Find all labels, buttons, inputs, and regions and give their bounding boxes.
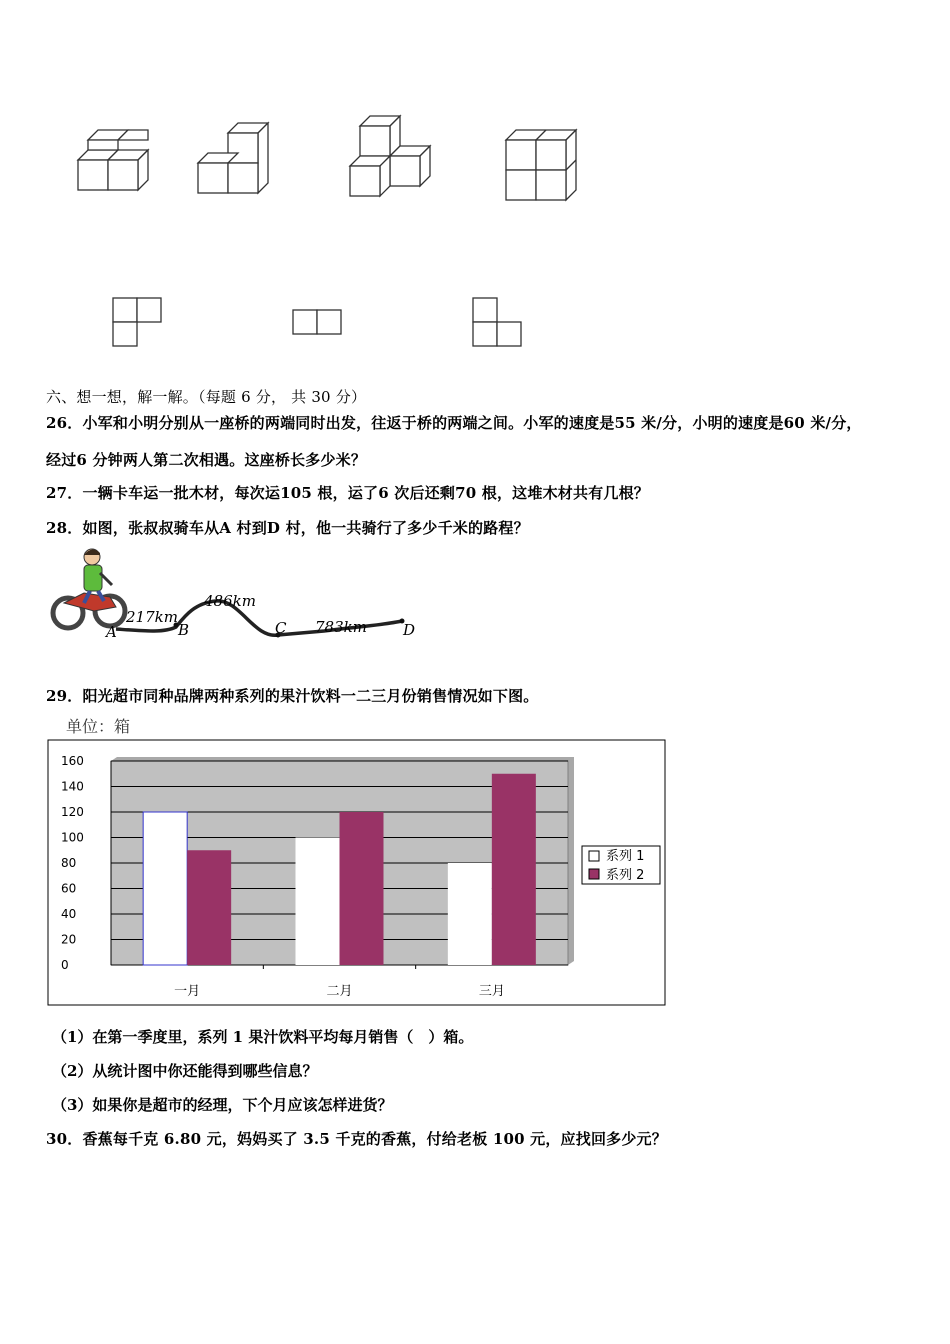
y-tick-label: 160: [61, 754, 84, 768]
bar-series2: [492, 774, 536, 965]
chart-unit-label: 单位：箱: [66, 717, 131, 736]
legend-label-series2: 系列 2: [606, 868, 645, 883]
legend-label-series1: 系列 1: [606, 849, 645, 864]
q26-line1: 26．小军和小明分别从一座桥的两端同时出发，往返于桥的两端之间。小军的速度是55 米/分，小明的速度是60 米/分，: [46, 414, 862, 432]
y-tick-label: 20: [61, 932, 77, 947]
bar-series1: [296, 838, 340, 966]
segment-bc-label: 486km: [204, 592, 256, 610]
q29-sub1: （1）在第一季度里，系列 1 果汁饮料平均每月销售（ ）箱。: [52, 1028, 474, 1046]
x-tick-label: 二月: [326, 984, 353, 999]
cube-figure-4: [506, 130, 576, 200]
view-1: [113, 298, 161, 346]
sales-bar-chart: [47, 739, 667, 1007]
y-tick-label: 0: [61, 958, 69, 972]
point-c-label: C: [275, 619, 287, 637]
q28-text: 28．如图，张叔叔骑车从A 村到D 村，他一共骑行了多少千米的路程？: [46, 519, 529, 537]
q27-text: 27．一辆卡车运一批木材，每次运105 根，运了6 次后还剩70 根，这堆木材共有几根？: [46, 484, 649, 502]
cube-figure-3: [350, 116, 430, 196]
bar-series1: [143, 812, 187, 965]
cyclist-icon: [53, 549, 125, 628]
point-d-label: D: [403, 621, 416, 639]
cube-figure-2: [198, 123, 268, 193]
segment-cd-label: 783km: [315, 618, 367, 636]
legend-swatch-series2: [589, 869, 599, 879]
y-tick-label: 100: [61, 830, 84, 845]
y-tick-label: 40: [61, 907, 77, 921]
bar-series1: [448, 863, 492, 965]
point-a-label: A: [106, 623, 117, 641]
x-tick-label: 三月: [478, 984, 505, 999]
y-tick-label: 140: [61, 779, 84, 794]
bar-series2: [340, 812, 384, 965]
q29-sub3: （3）如果你是超市的经理，下个月应该怎样进货？: [52, 1096, 393, 1114]
section-heading: 六、想一想，解一解。（每题 6 分， 共 30 分）: [46, 388, 367, 406]
cube-figure-1: [78, 130, 148, 190]
y-tick-label: 60: [61, 881, 77, 896]
q29-sub2: （2）从统计图中你还能得到哪些信息？: [52, 1062, 318, 1080]
route-figure: [44, 545, 444, 645]
y-tick-label: 80: [61, 856, 77, 870]
bar-series2: [187, 850, 231, 965]
point-b-label: B: [178, 621, 190, 639]
segment-ab-label: 217km: [126, 608, 178, 626]
x-tick-label: 一月: [174, 984, 201, 999]
view-2: [293, 310, 341, 334]
q30-text: 30．香蕉每千克 6.80 元，妈妈买了 3.5 千克的香蕉，付给老板 100 元，应找回多少元？: [46, 1130, 667, 1148]
q29-text: 29．阳光超市同种品牌两种系列的果汁饮料一二三月份销售情况如下图。: [46, 687, 539, 705]
q26-line2: 经过6 分钟两人第二次相遇。这座桥长多少米？: [46, 451, 367, 469]
cube-figures: [60, 100, 620, 360]
y-tick-label: 120: [61, 805, 84, 819]
view-3: [473, 298, 521, 346]
legend-swatch-series1: [589, 851, 599, 861]
chart-legend: [582, 846, 660, 884]
